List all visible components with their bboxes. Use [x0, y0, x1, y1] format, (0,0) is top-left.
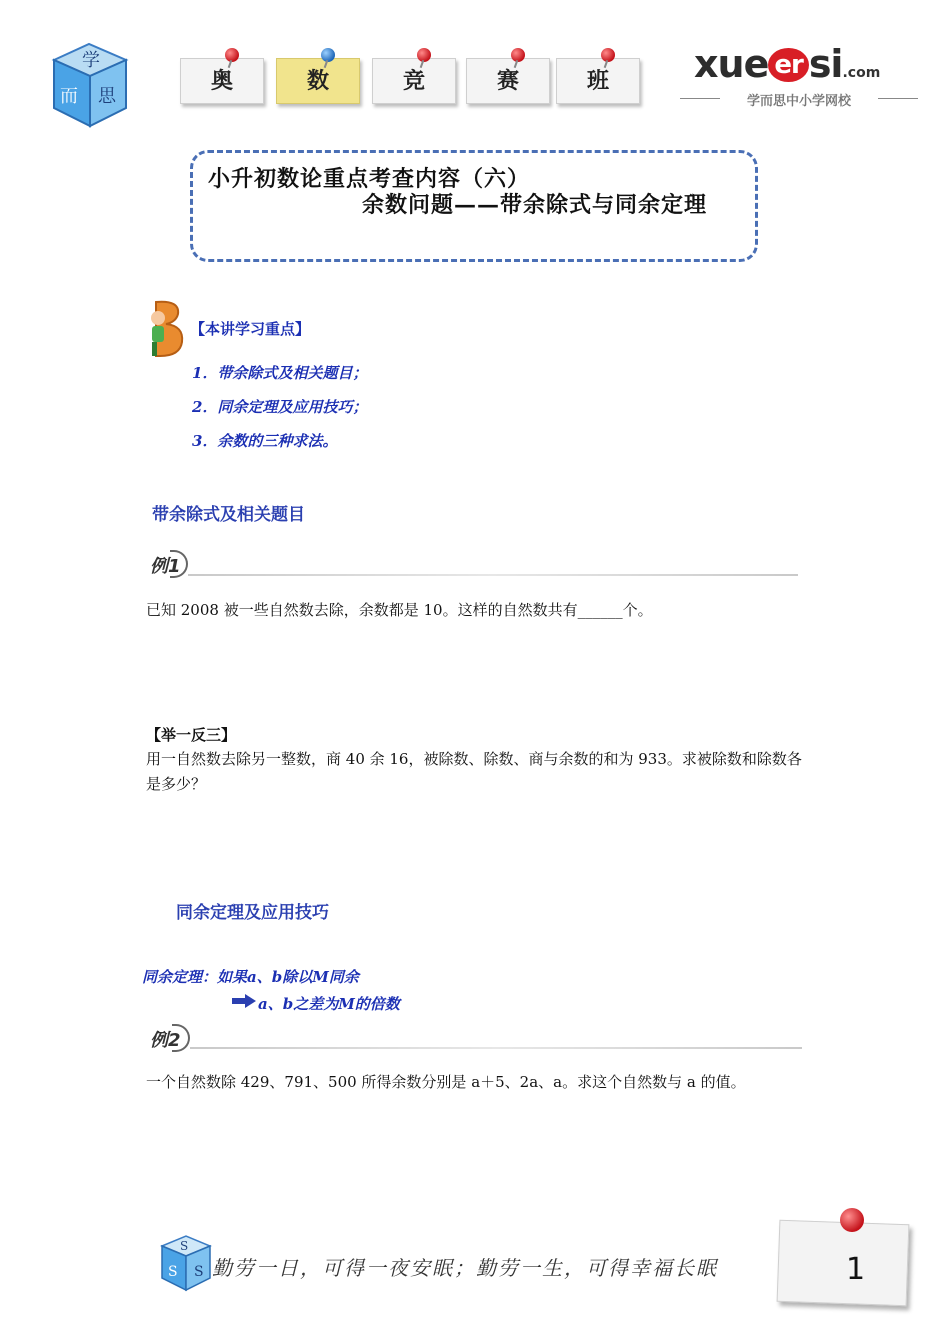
example1-text: 已知 2008 被一些自然数去除，余数都是 10。这样的自然数共有______个。 [146, 601, 653, 619]
example1-arc [170, 550, 188, 578]
pin-icon [601, 48, 615, 62]
page-number-note [777, 1220, 910, 1306]
brand-com: .com [842, 65, 881, 81]
brand-logo [694, 42, 880, 86]
tab-label: 赛 [496, 69, 519, 94]
tab-ban [556, 58, 640, 104]
example1-badge: 例1 [150, 556, 181, 577]
title-line1: 小升初数论重点考查内容（六） [208, 166, 531, 192]
example2-text: 一个自然数除 429、791、500 所得余数分别是 a＋5、2a、a。求这个自然数与 a 的值。 [146, 1073, 746, 1091]
cube-letter-top: S [180, 1239, 189, 1253]
section2-heading: 同余定理及应用技巧 [176, 903, 329, 923]
section1-heading: 带余除式及相关题目 [152, 505, 305, 525]
footer-cube-logo [156, 1232, 216, 1294]
focus-item-1: 1．带余除式及相关题目； [192, 364, 368, 382]
logo-char-si: 思 [98, 86, 116, 107]
tab-label: 数 [306, 69, 329, 94]
focus-item-3: 3．余数的三种求法。 [192, 432, 338, 450]
example1-divider [188, 574, 798, 576]
focus-item-2: 2．同余定理及应用技巧； [192, 398, 368, 416]
tab-label: 班 [586, 69, 609, 94]
title-line2: 余数问题——带余除式与同余定理 [362, 192, 708, 218]
pin-icon [225, 48, 239, 62]
cube-letter-left: S [168, 1264, 178, 1280]
example2-arc [172, 1024, 190, 1052]
logo-char-er: 而 [60, 86, 78, 107]
tab-ao [180, 58, 264, 104]
brand-pre: xue [694, 42, 769, 86]
tab-label: 奥 [210, 69, 233, 94]
pin-icon [321, 48, 335, 62]
congruence-line2: a、b之差为M的倍数 [258, 995, 400, 1013]
mascot-icon [146, 298, 190, 360]
pin-icon [417, 48, 431, 62]
congruence-line1: 同余定理：如果a、b除以M同余 [142, 968, 359, 986]
drill-heading: 【举一反三】 [146, 726, 237, 744]
tab-label: 竞 [402, 69, 425, 94]
footer-motto: 勤劳一日，可得一夜安眠；勤劳一生，可得幸福长眠 [212, 1256, 718, 1280]
example2-divider [190, 1047, 802, 1049]
brand-post: si [808, 42, 843, 86]
page-number: 1 [846, 1252, 866, 1287]
brand-er: er [768, 48, 808, 82]
cube-letter-right: S [194, 1264, 204, 1280]
pin-icon [511, 48, 525, 62]
xueersi-logo-cube [44, 38, 134, 130]
focus-heading: 【本讲学习重点】 [190, 320, 311, 338]
right-arrow-icon [232, 994, 256, 1008]
pin-icon [840, 1208, 864, 1232]
tab-sai [466, 58, 550, 104]
logo-char-xue: 学 [82, 50, 100, 71]
example2-badge: 例2 [150, 1030, 181, 1051]
brand-subtitle: 学而思中小学网校 [680, 90, 918, 109]
tab-jing [372, 58, 456, 104]
tab-shu [276, 58, 360, 104]
drill-text: 用一自然数去除另一整数，商 40 余 16，被除数、除数、商与余数的和为 933。求被除数和除数各是多少？ [146, 750, 802, 793]
